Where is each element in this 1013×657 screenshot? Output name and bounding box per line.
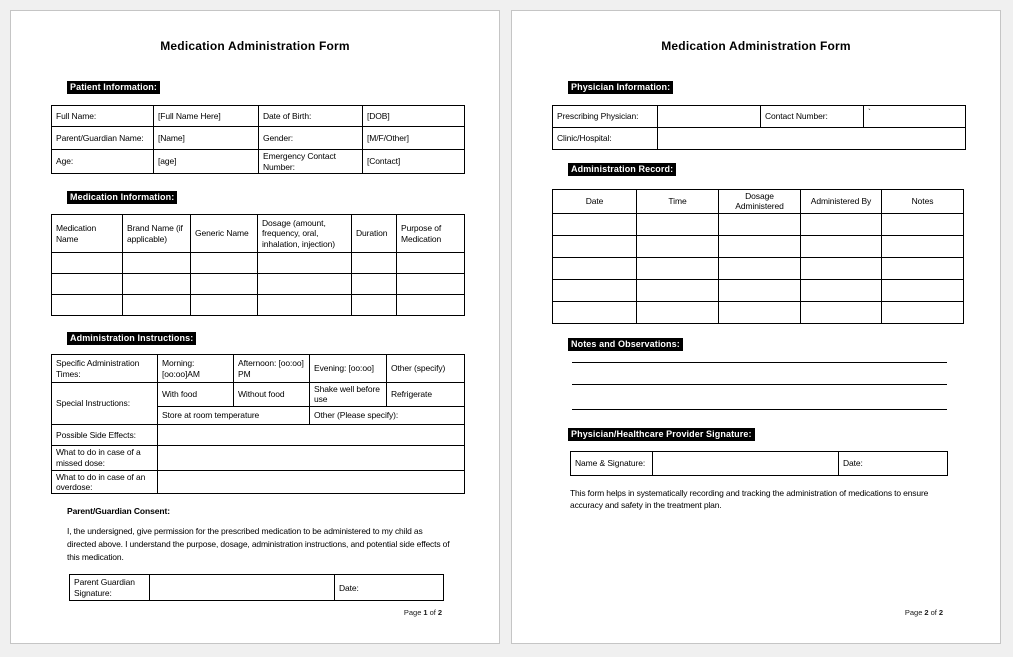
record-cell[interactable] bbox=[801, 235, 882, 257]
record-cell[interactable] bbox=[801, 213, 882, 235]
provider-signature-table bbox=[570, 451, 948, 476]
document-page-1 bbox=[10, 10, 500, 644]
medication-cell[interactable] bbox=[123, 274, 191, 295]
time-other-cell[interactable]: Other (specify) bbox=[387, 355, 465, 383]
medication-cell[interactable] bbox=[352, 253, 397, 274]
record-col-header: Date bbox=[553, 190, 637, 214]
record-col-header: Administered By bbox=[801, 190, 882, 214]
physician-information-table bbox=[552, 105, 966, 150]
page-title: Medication Administration Form bbox=[661, 39, 851, 53]
medication-cell[interactable] bbox=[52, 295, 123, 316]
notes-line[interactable] bbox=[572, 363, 947, 385]
age-field[interactable]: [age] bbox=[154, 150, 259, 174]
document-page-2 bbox=[511, 10, 1001, 644]
medication-empty-row bbox=[52, 274, 465, 295]
record-cell[interactable] bbox=[882, 235, 964, 257]
provider-signature-label: Name & Signature: bbox=[571, 451, 653, 475]
shake-well-option[interactable]: Shake well before use bbox=[310, 383, 387, 407]
admin-times-label: Specific Administration Times: bbox=[52, 355, 158, 383]
full-name-field[interactable]: [Full Name Here] bbox=[154, 106, 259, 127]
time-evening-cell[interactable]: Evening: [oo:oo] bbox=[310, 355, 387, 383]
med-col-header: Generic Name bbox=[191, 215, 258, 253]
gender-field[interactable]: [M/F/Other] bbox=[363, 127, 465, 150]
medication-cell[interactable] bbox=[191, 295, 258, 316]
page-number-footer: Page 1 of 2 bbox=[403, 608, 442, 617]
clinic-hospital-label: Clinic/Hospital: bbox=[553, 128, 658, 150]
page-number-footer: Page 2 of 2 bbox=[904, 608, 943, 617]
consent-text: I, the undersigned, give permission for the prescribed medication to be administered to my child as directed above. I understand the purpose, dosage, administration instructions, and potential side effects of this medication. bbox=[67, 526, 450, 562]
record-cell[interactable] bbox=[882, 213, 964, 235]
time-afternoon-cell[interactable]: Afternoon: [oo:oo] PM bbox=[234, 355, 310, 383]
record-cell[interactable] bbox=[553, 235, 637, 257]
med-col-header: Dosage (amount, frequency, oral, inhalation, injection) bbox=[258, 215, 352, 253]
med-col-header: Medication Name bbox=[52, 215, 123, 253]
emergency-contact-field[interactable]: [Contact] bbox=[363, 150, 465, 174]
record-cell[interactable] bbox=[719, 279, 801, 301]
section-heading-provider-signature: Physician/Healthcare Provider Signature: bbox=[568, 428, 755, 441]
medication-cell[interactable] bbox=[397, 274, 465, 295]
medication-empty-row bbox=[52, 253, 465, 274]
gender-label: Gender: bbox=[259, 127, 363, 150]
room-temperature-option[interactable]: Store at room temperature bbox=[158, 406, 310, 424]
section-heading-physician-information: Physician Information: bbox=[568, 81, 673, 94]
contact-number-field[interactable]: ` bbox=[864, 106, 966, 128]
notes-line[interactable] bbox=[572, 352, 947, 363]
prescribing-physician-field[interactable] bbox=[658, 106, 761, 128]
medication-cell[interactable] bbox=[397, 253, 465, 274]
medication-cell[interactable] bbox=[258, 295, 352, 316]
medication-information-table bbox=[51, 214, 465, 316]
record-cell[interactable] bbox=[801, 257, 882, 279]
medication-cell[interactable] bbox=[52, 253, 123, 274]
page-title: Medication Administration Form bbox=[160, 39, 350, 53]
section-heading-administration-instructions: Administration Instructions: bbox=[67, 332, 196, 345]
provider-signature-field[interactable] bbox=[653, 451, 839, 475]
record-empty-row bbox=[553, 213, 964, 235]
med-col-header: Brand Name (if applicable) bbox=[123, 215, 191, 253]
guardian-name-field[interactable]: [Name] bbox=[154, 127, 259, 150]
record-cell[interactable] bbox=[719, 235, 801, 257]
signature-date-label[interactable]: Date: bbox=[839, 451, 948, 475]
record-cell[interactable] bbox=[553, 279, 637, 301]
record-cell[interactable] bbox=[882, 257, 964, 279]
section-heading-medication-information: Medication Information: bbox=[67, 191, 177, 204]
record-cell[interactable] bbox=[637, 279, 719, 301]
consent-heading: Parent/Guardian Consent: bbox=[67, 506, 170, 517]
record-cell[interactable] bbox=[553, 301, 637, 323]
without-food-option[interactable]: Without food bbox=[234, 383, 310, 407]
section-heading-patient-information: Patient Information: bbox=[67, 81, 160, 94]
record-cell[interactable] bbox=[719, 213, 801, 235]
parent-signature-label: Parent Guardian Signature: bbox=[70, 575, 150, 601]
refrigerate-option[interactable]: Refrigerate bbox=[387, 383, 465, 407]
closing-note-text: This form helps in systematically recording and tracking the administration of medications to ensure accuracy and safety in the treatment plan. bbox=[570, 487, 929, 511]
notes-line[interactable] bbox=[572, 385, 947, 410]
record-cell[interactable] bbox=[637, 301, 719, 323]
medication-cell[interactable] bbox=[123, 295, 191, 316]
record-empty-row bbox=[553, 257, 964, 279]
clinic-hospital-field[interactable] bbox=[658, 128, 966, 150]
dob-label: Date of Birth: bbox=[259, 106, 363, 127]
medication-cell[interactable] bbox=[397, 295, 465, 316]
record-empty-row bbox=[553, 235, 964, 257]
med-col-header: Duration bbox=[352, 215, 397, 253]
record-col-header: Notes bbox=[882, 190, 964, 214]
medication-cell[interactable] bbox=[258, 253, 352, 274]
emergency-contact-label: Emergency Contact Number: bbox=[259, 150, 363, 174]
record-empty-row bbox=[553, 279, 964, 301]
with-food-option[interactable]: With food bbox=[158, 383, 234, 407]
side-effects-field[interactable] bbox=[158, 424, 465, 445]
record-col-header: Dosage Administered bbox=[719, 190, 801, 214]
record-cell[interactable] bbox=[882, 279, 964, 301]
medication-cell[interactable] bbox=[191, 274, 258, 295]
record-cell[interactable] bbox=[801, 301, 882, 323]
side-effects-label: Possible Side Effects: bbox=[52, 424, 158, 445]
record-empty-row bbox=[553, 301, 964, 323]
parent-signature-table bbox=[69, 574, 444, 601]
record-cell[interactable] bbox=[553, 213, 637, 235]
record-cell[interactable] bbox=[637, 213, 719, 235]
medication-cell[interactable] bbox=[191, 253, 258, 274]
guardian-name-label: Parent/Guardian Name: bbox=[52, 127, 154, 150]
record-cell[interactable] bbox=[801, 279, 882, 301]
section-heading-notes-observations: Notes and Observations: bbox=[568, 338, 683, 351]
notes-writing-lines bbox=[572, 352, 947, 410]
age-label: Age: bbox=[52, 150, 154, 174]
overdose-field[interactable] bbox=[158, 470, 465, 494]
record-cell[interactable] bbox=[637, 235, 719, 257]
special-instructions-label: Special Instructions: bbox=[52, 383, 158, 425]
section-heading-administration-record: Administration Record: bbox=[568, 163, 676, 176]
medication-cell[interactable] bbox=[352, 274, 397, 295]
medication-cell[interactable] bbox=[52, 274, 123, 295]
other-specify-option[interactable]: Other (Please specify): bbox=[310, 406, 465, 424]
med-col-header: Purpose of Medication bbox=[397, 215, 465, 253]
record-cell[interactable] bbox=[719, 257, 801, 279]
missed-dose-field[interactable] bbox=[158, 445, 465, 470]
missed-dose-label: What to do in case of a missed dose: bbox=[52, 445, 158, 470]
medication-cell[interactable] bbox=[258, 274, 352, 295]
parent-signature-field[interactable] bbox=[150, 575, 335, 601]
full-name-label: Full Name: bbox=[52, 106, 154, 127]
signature-date-label[interactable]: Date: bbox=[335, 575, 444, 601]
record-cell[interactable] bbox=[637, 257, 719, 279]
medication-empty-row bbox=[52, 295, 465, 316]
prescribing-physician-label: Prescribing Physician: bbox=[553, 106, 658, 128]
time-morning-cell[interactable]: Morning: [oo:oo]AM bbox=[158, 355, 234, 383]
medication-cell[interactable] bbox=[123, 253, 191, 274]
record-cell[interactable] bbox=[553, 257, 637, 279]
administration-record-table bbox=[552, 189, 964, 324]
patient-information-table bbox=[51, 105, 465, 174]
contact-number-label: Contact Number: bbox=[761, 106, 864, 128]
record-col-header: Time bbox=[637, 190, 719, 214]
dob-field[interactable]: [DOB] bbox=[363, 106, 465, 127]
overdose-label: What to do in case of an overdose: bbox=[52, 470, 158, 494]
administration-instructions-table bbox=[51, 354, 465, 494]
medication-cell[interactable] bbox=[352, 295, 397, 316]
record-cell[interactable] bbox=[882, 301, 964, 323]
record-cell[interactable] bbox=[719, 301, 801, 323]
